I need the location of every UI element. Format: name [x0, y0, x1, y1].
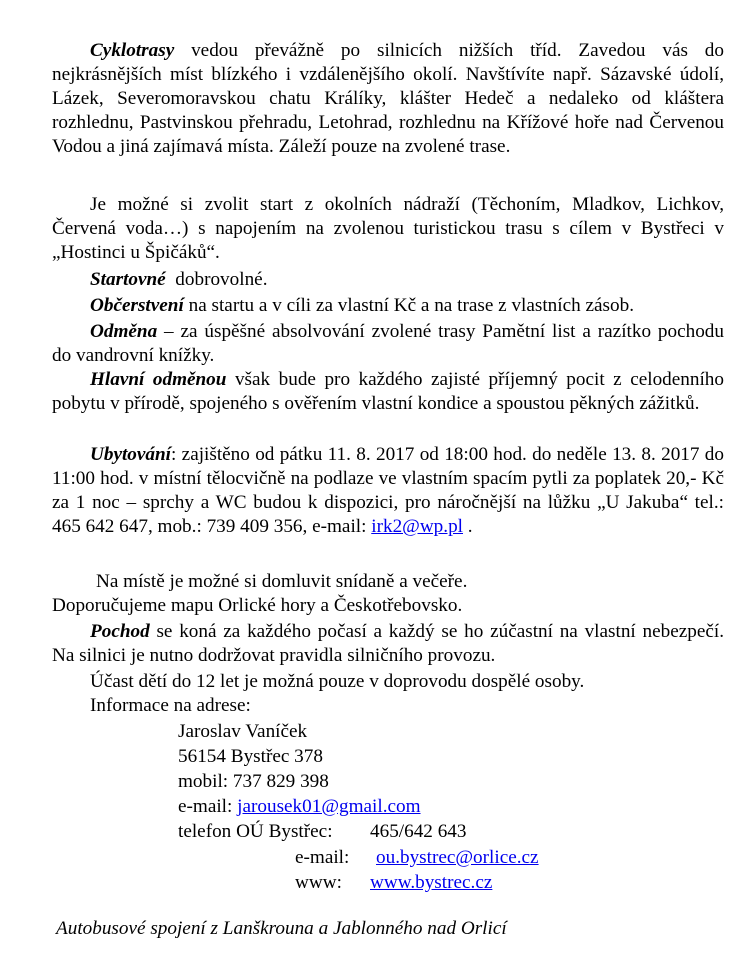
www-value[interactable]: www.bystrec.cz [370, 872, 493, 893]
contact-mobile-value: 737 829 398 [232, 771, 329, 792]
text-start: Je možné si zvolit start z okolních nádraží (Těchoním, Mladkov, Lichkov, Červená voda…) s napojením na zvolenou turistickou trasu s cílem v Bystřeci v „Hostinci u Špičáků“. [52, 194, 724, 263]
office-phone-value: 465/642 643 [370, 821, 467, 842]
paragraph-odmena [52, 320, 724, 368]
lead-hlavni-odmena: Hlavní odměnou [90, 369, 227, 390]
paragraph-informace: Informace na adrese: [90, 695, 251, 716]
text-pochod: se koná za každého počasí a každý se ho zúčastní na vlastní nebezpečí. Na silnici je nutno dodržovat pravidla silničního provozu. [52, 621, 724, 666]
contact-mobile [178, 770, 329, 794]
text-ubytovani-tail: . [463, 516, 473, 537]
contact-mobile-label: mobil: [178, 771, 229, 792]
www-label: www: [295, 872, 342, 893]
contact-name: Jaroslav Vaníček [178, 721, 308, 742]
contact-email-label: e-mail: [178, 796, 233, 817]
text-cyklotrasy: vedou převážně po silnicích nižších tříd. Zavedou vás do nejkrásnějších míst blízkého i vzdálenějšího okolí. Navštívíte např. Sázavské údolí, Lázek, Severomoravskou chatu Králíky, klášter Hedeč a nedaleko od kláštera rozhlednu, Pastvinskou přehradu, Letohrad, rozhlednu na Křížové hoře nad Červenou Vodou a jiná zajímavá místa. Záleží pouze na zvolené trase. [52, 40, 724, 157]
www-link [370, 871, 492, 895]
lead-obcerstveni: Občerstvení [90, 295, 184, 316]
office-phone-label: telefon OÚ Bystřec: [178, 821, 333, 842]
text-obcerstveni: na startu a v cíli za vlastní Kč a na trase z vlastních zásob. [183, 295, 635, 316]
paragraph-snidane: Na místě je možné si domluvit snídaně a večeře. [96, 571, 468, 592]
lead-odmena: Odměna [90, 321, 158, 342]
paragraph-mapa: Doporučujeme mapu Orlické hory a Českotřebovsko. [52, 595, 463, 616]
lead-cyklotrasy: Cyklotrasy [90, 40, 175, 61]
footer-bus-connection: Autobusové spojení z Lanškrouna a Jablonného nad Orlicí [56, 918, 507, 939]
paragraph-ubytovani [52, 443, 724, 539]
contact-email [178, 795, 421, 819]
office-email-link [376, 846, 539, 870]
paragraph-start [52, 193, 724, 265]
text-odmena: – za úspěšné absolvování zvolené trasy Pamětní list a razítko pochodu do vandrovní knížky. [52, 321, 724, 366]
contact-address: 56154 Bystřec 378 [178, 746, 323, 767]
lead-pochod: Pochod [90, 621, 150, 642]
paragraph-cyklotrasy [52, 39, 724, 159]
paragraph-pochod [52, 620, 724, 668]
lead-startovne: Startovné [90, 269, 166, 290]
text-hlavni-odmena: však bude pro každého zajisté příjemný pocit z celodenního pobytu v přírodě, spojeného s ověřením vlastní kondice a spoustou pěkných zážitků. [52, 369, 724, 414]
paragraph-startovne [52, 268, 724, 292]
email-link-irk2[interactable]: irk2@wp.pl [371, 516, 463, 537]
text-ubytovani: : zajištěno od pátku 11. 8. 2017 od 18:00 hod. do neděle 13. 8. 2017 do 11:00 hod. v místní tělocvičně na podlaze ve vlastním spacím pytli za poplatek 20,- Kč za 1 noc – sprchy a WC budou k dispozici, pro náročnější na lůžku „U Jakuba“ tel.: 465 642 647, mob.: 739 409 356, e-mail: [52, 444, 724, 537]
text-startovne: dobrovolné. [165, 269, 268, 290]
paragraph-obcerstveni [52, 294, 724, 318]
paragraph-deti: Účast dětí do 12 let je možná pouze v doprovodu dospělé osoby. [90, 671, 585, 692]
paragraph-hlavni-odmena [52, 368, 724, 416]
contact-email-link[interactable]: jarousek01@gmail.com [237, 796, 421, 817]
lead-ubytovani: Ubytování [90, 444, 172, 465]
office-email-label: e-mail: [295, 847, 350, 868]
office-email-value[interactable]: ou.bystrec@orlice.cz [376, 847, 539, 868]
